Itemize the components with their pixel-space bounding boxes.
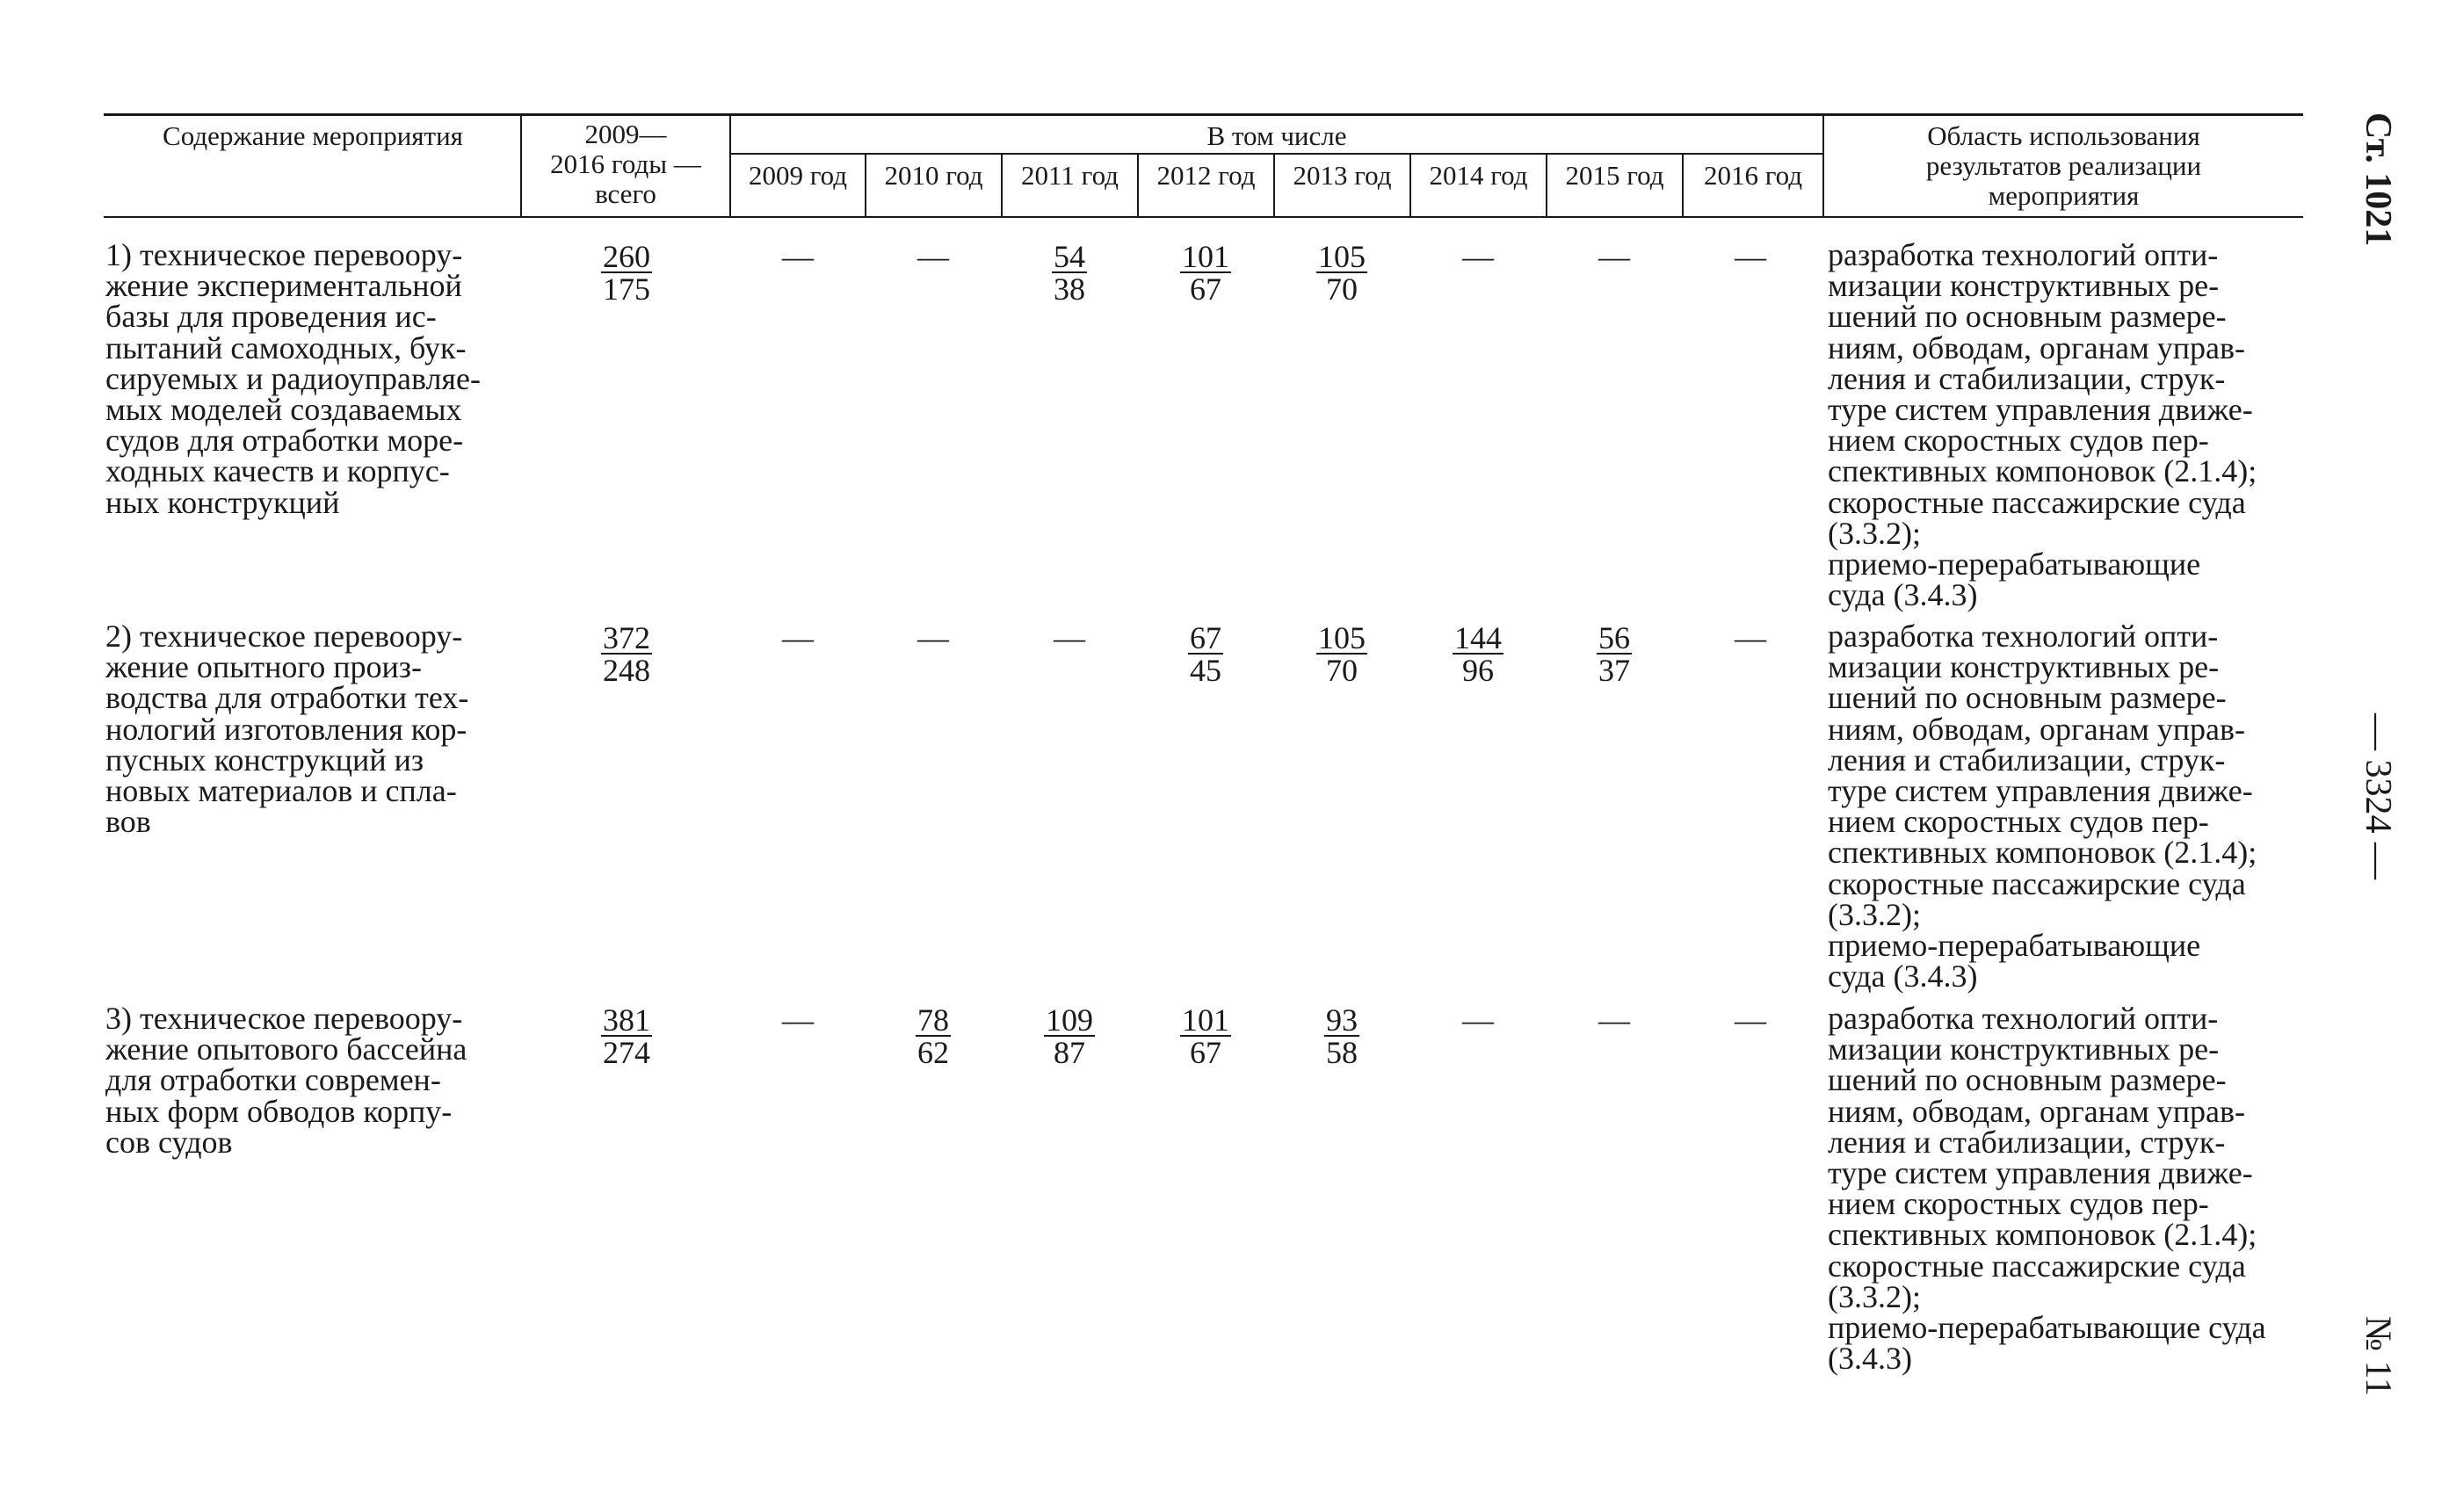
years-header-rule bbox=[731, 153, 1824, 155]
row-1-2009-empty: — bbox=[782, 239, 814, 274]
header-year-2012: 2012 год bbox=[1156, 160, 1256, 191]
header-total-column: 2009— 2016 годы — всего bbox=[550, 119, 701, 209]
page-number: — 3324 — bbox=[2358, 713, 2398, 879]
header-year-2016: 2016 год bbox=[1703, 160, 1803, 191]
row-3-2011-value: $\frac{109}{87}$ bbox=[1046, 1002, 1093, 1070]
header-year-2013: 2013 год bbox=[1293, 160, 1392, 191]
header-year-2015: 2015 год bbox=[1565, 160, 1664, 191]
row-1-2012-value: $\frac{101}{67}$ bbox=[1182, 239, 1229, 307]
row-2-2012-value: $\frac{67}{45}$ bbox=[1190, 620, 1221, 688]
header-year-2009: 2009 год bbox=[748, 160, 848, 191]
header-year-2011: 2011 год bbox=[1021, 160, 1119, 191]
row-2-2011-empty: — bbox=[1054, 620, 1085, 655]
row-3-2010-value: $\frac{78}{62}$ bbox=[917, 1002, 949, 1070]
row-2-2010-empty: — bbox=[917, 620, 949, 655]
row-2-2016-empty: — bbox=[1735, 620, 1766, 655]
row-3-2015-empty: — bbox=[1598, 1002, 1630, 1038]
header-year-2010: 2010 год bbox=[884, 160, 983, 191]
table-header-bottom-rule bbox=[104, 216, 2303, 218]
row-2-2009-empty: — bbox=[782, 620, 814, 655]
row-3-2012-value: $\frac{101}{67}$ bbox=[1182, 1002, 1229, 1070]
row-3-usage: разработка технологий опти- мизации конструктивных ре- шений по основным размере- ниям, обводам, органам управ- ления и стабилизации, струк- туре систем управления движе- нием скоростных судов пер- спективных компоновок (2.1.4); скоростные пассажирские суда (3.3.2); приемо-перерабатывающие суда (3.4.3) bbox=[1828, 1001, 2266, 1377]
row-2-usage: разработка технологий опти- мизации конструктивных ре- шений по основным размере- ниям, обводам, органам управ- ления и стабилизации, струк- туре систем управления движе- нием скоростных судов пер- спективных компоновок (2.1.4); скоростные пассажирские суда (3.3.2); приемо-перерабатывающие суда (3.4.3) bbox=[1828, 619, 2257, 995]
header-year-2014: 2014 год bbox=[1429, 160, 1528, 191]
row-1-total: $\frac{260}{175}$ bbox=[603, 239, 650, 307]
row-1-usage: разработка технологий опти- мизации конструктивных ре- шений по основным размере- ниям, обводам, органам управ- ления и стабилизации, струк- туре систем управления движе- нием скоростных судов пер- спективных компоновок (2.1.4); скоростные пассажирские суда (3.3.2); приемо-перерабатывающие суда (3.4.3) bbox=[1828, 237, 2257, 613]
row-2-total: $\frac{372}{248}$ bbox=[603, 620, 650, 688]
article-number: Ст. 1021 bbox=[2358, 112, 2398, 247]
row-1-description: 1) техническое перевоору- жение экспериментальной базы для проведения ис- пытаний самоходных, бук- сируемых и радиоуправляе- мых моделей создаваемых судов для отработки море- ходных качеств и корпус- ных конструкций bbox=[105, 237, 481, 520]
row-3-description: 3) техническое перевоору- жение опытового бассейна для отработки современ- ных форм обводов корпу- сов судов bbox=[105, 1001, 467, 1160]
row-2-2015-value: $\frac{56}{37}$ bbox=[1598, 620, 1630, 688]
row-3-2009-empty: — bbox=[782, 1002, 814, 1038]
table-top-rule bbox=[104, 113, 2303, 116]
row-2-description: 2) техническое перевоору- жение опытного произ- водства для отработки тех- нологий изготовления кор- пусных конструкций из новых материалов и спла- вов bbox=[105, 619, 469, 840]
header-including: В том числе bbox=[1206, 120, 1347, 151]
row-1-2010-empty: — bbox=[917, 239, 949, 274]
row-1-2013-value: $\frac{105}{70}$ bbox=[1318, 239, 1366, 307]
row-3-2013-value: $\frac{93}{58}$ bbox=[1326, 1002, 1358, 1070]
row-2-2014-value: $\frac{144}{96}$ bbox=[1454, 620, 1502, 688]
row-3-total: $\frac{381}{274}$ bbox=[603, 1002, 650, 1070]
row-1-2015-empty: — bbox=[1598, 239, 1630, 274]
row-1-2014-empty: — bbox=[1462, 239, 1494, 274]
row-1-2011-value: $\frac{54}{38}$ bbox=[1054, 239, 1085, 307]
row-1-2016-empty: — bbox=[1735, 239, 1766, 274]
row-3-2014-empty: — bbox=[1462, 1002, 1494, 1038]
row-2-2013-value: $\frac{105}{70}$ bbox=[1318, 620, 1366, 688]
issue-number: № 11 bbox=[2358, 1316, 2398, 1397]
row-3-2016-empty: — bbox=[1735, 1002, 1766, 1038]
header-usage-column: Область использования результатов реализации мероприятия bbox=[1925, 120, 2202, 211]
header-content-column: Содержание мероприятия bbox=[163, 120, 463, 151]
